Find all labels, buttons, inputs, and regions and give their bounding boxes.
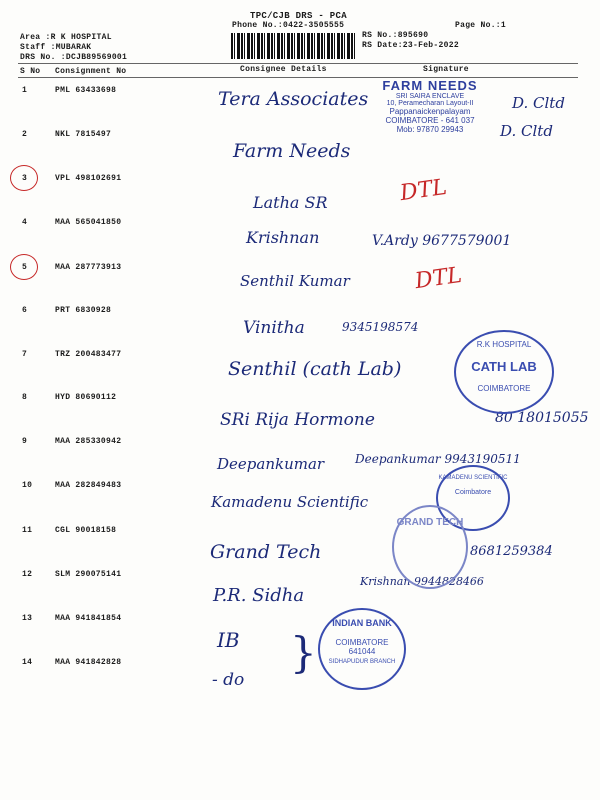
signature-handwriting: 8681259384 bbox=[470, 544, 553, 559]
stamp-pin: 641044 bbox=[348, 647, 376, 656]
col-signature: Signature bbox=[423, 65, 469, 74]
row-consignment: MAA 941841854 bbox=[55, 614, 122, 623]
stamp-line: COIMBATORE - 641 037 bbox=[385, 116, 475, 125]
stamp-city: Coimbatore bbox=[454, 489, 492, 496]
stamp-line: Pappanaickenpalayam bbox=[389, 107, 471, 116]
stamp-line: Mob: 97870 29943 bbox=[396, 125, 464, 134]
row-sno: 13 bbox=[22, 614, 33, 623]
consignee-handwriting: Deepankumar bbox=[217, 455, 325, 473]
rk-hospital-stamp bbox=[454, 330, 554, 414]
row-consignment: MAA 941842828 bbox=[55, 658, 122, 667]
consignee-handwriting: P.R. Sidha bbox=[213, 585, 305, 606]
stamp-city: COIMBATORE bbox=[477, 384, 531, 393]
signature-handwriting: V.Ardy 9677579001 bbox=[372, 233, 512, 249]
consignee-handwriting: Grand Tech bbox=[210, 541, 322, 563]
row-sno: 1 bbox=[22, 86, 28, 95]
grand-tech-stamp bbox=[392, 505, 468, 589]
row-sno: 10 bbox=[22, 481, 33, 490]
consignee-handwriting: Krishnan bbox=[246, 228, 320, 247]
stamp-name: R.K HOSPITAL bbox=[476, 340, 532, 349]
stamp-line: SRI SAIRA ENCLAVE bbox=[395, 93, 465, 100]
stamp-branch: SIDHAPUDUR BRANCH bbox=[328, 659, 396, 665]
row-consignment: PRT 6830928 bbox=[55, 306, 112, 315]
col-consignment: Consignment No bbox=[55, 67, 127, 76]
row-consignment: VPL 498102691 bbox=[55, 174, 122, 183]
row-consignment: MAA 565041850 bbox=[55, 218, 122, 227]
consignee-handwriting: Latha SR bbox=[253, 193, 328, 212]
stamp-name: INDIAN BANK bbox=[332, 618, 392, 628]
row-sno: 3 bbox=[22, 174, 28, 183]
consignee-handwriting: Vinitha bbox=[243, 318, 305, 338]
signature-handwriting: D. Cltd bbox=[512, 94, 565, 112]
row-consignment: PML 63433698 bbox=[55, 86, 117, 95]
row-sno: 5 bbox=[22, 263, 28, 272]
stamp-name: KAMADENU SCIENTIFIC bbox=[438, 475, 508, 481]
col-sno: S No bbox=[20, 67, 41, 76]
signature-handwriting: 9345198574 bbox=[342, 320, 419, 334]
row-consignment: SLM 290075141 bbox=[55, 570, 122, 579]
consignee-handwriting: IB bbox=[217, 628, 240, 652]
signature-handwriting: Krishnan 9944828466 bbox=[360, 575, 484, 588]
row-consignment: MAA 287773913 bbox=[55, 263, 122, 272]
farm-needs-stamp bbox=[370, 78, 490, 152]
row-consignment: TRZ 200483477 bbox=[55, 350, 122, 359]
stamp-city: COIMBATORE bbox=[335, 638, 389, 647]
consignee-handwriting: Farm Needs bbox=[233, 140, 351, 162]
indian-bank-stamp bbox=[318, 608, 406, 690]
page-number: Page No.:1 bbox=[455, 21, 507, 30]
row-sno: 12 bbox=[22, 570, 33, 579]
row-sno: 2 bbox=[22, 130, 28, 139]
row-sno: 9 bbox=[22, 437, 28, 446]
col-consignee: Consignee Details bbox=[240, 65, 327, 74]
red-circle-mark bbox=[10, 165, 38, 191]
brace-mark: } bbox=[290, 628, 317, 677]
signature-handwriting: D. Cltd bbox=[500, 122, 553, 140]
consignee-handwriting: Senthil (cath Lab) bbox=[228, 358, 402, 380]
row-consignment: CGL 90018158 bbox=[55, 526, 117, 535]
row-sno: 4 bbox=[22, 218, 28, 227]
signature-dtl-mark: DTL bbox=[413, 262, 464, 295]
stamp-line: 10, Peramecharan Layout-II bbox=[386, 100, 474, 107]
staff-label: Staff :MUBARAK bbox=[20, 43, 92, 52]
consignee-handwriting: Tera Associates bbox=[218, 88, 369, 110]
signature-handwriting: 80 18015055 bbox=[495, 410, 589, 426]
drs-number: DRS No. :DCJB89569001 bbox=[20, 53, 128, 62]
area-label: Area :R K HOSPITAL bbox=[20, 33, 112, 42]
row-consignment: HYD 80690112 bbox=[55, 393, 117, 402]
signature-handwriting: Deepankumar 9943190511 bbox=[355, 452, 521, 466]
consignee-handwriting: - do bbox=[212, 670, 245, 690]
red-circle-mark bbox=[10, 254, 38, 280]
row-sno: 11 bbox=[22, 526, 33, 535]
header-rule-bottom bbox=[18, 77, 578, 78]
row-consignment: NKL 7815497 bbox=[55, 130, 112, 139]
consignee-handwriting: Kamadenu Scientific bbox=[211, 493, 369, 511]
stamp-name: GRAND TECH bbox=[396, 517, 464, 528]
barcode bbox=[231, 33, 355, 59]
row-sno: 6 bbox=[22, 306, 28, 315]
signature-dtl-mark: DTL bbox=[398, 174, 449, 207]
stamp-center: CATH LAB bbox=[471, 359, 537, 374]
row-sno: 7 bbox=[22, 350, 28, 359]
rs-date: RS Date:23-Feb-2022 bbox=[362, 41, 459, 50]
consignee-handwriting: SRi Rija Hormone bbox=[220, 410, 375, 430]
row-sno: 8 bbox=[22, 393, 28, 402]
header-rule-top bbox=[18, 63, 578, 64]
phone-number: Phone No.:0422-3505555 bbox=[232, 21, 345, 30]
row-consignment: MAA 285330942 bbox=[55, 437, 122, 446]
rs-number: RS No.:895690 bbox=[362, 31, 429, 40]
stamp-name: FARM NEEDS bbox=[382, 78, 478, 93]
row-consignment: MAA 282849483 bbox=[55, 481, 122, 490]
consignee-handwriting: Senthil Kumar bbox=[240, 272, 350, 290]
document-title: TPC/CJB DRS - PCA bbox=[250, 11, 347, 21]
row-sno: 14 bbox=[22, 658, 33, 667]
